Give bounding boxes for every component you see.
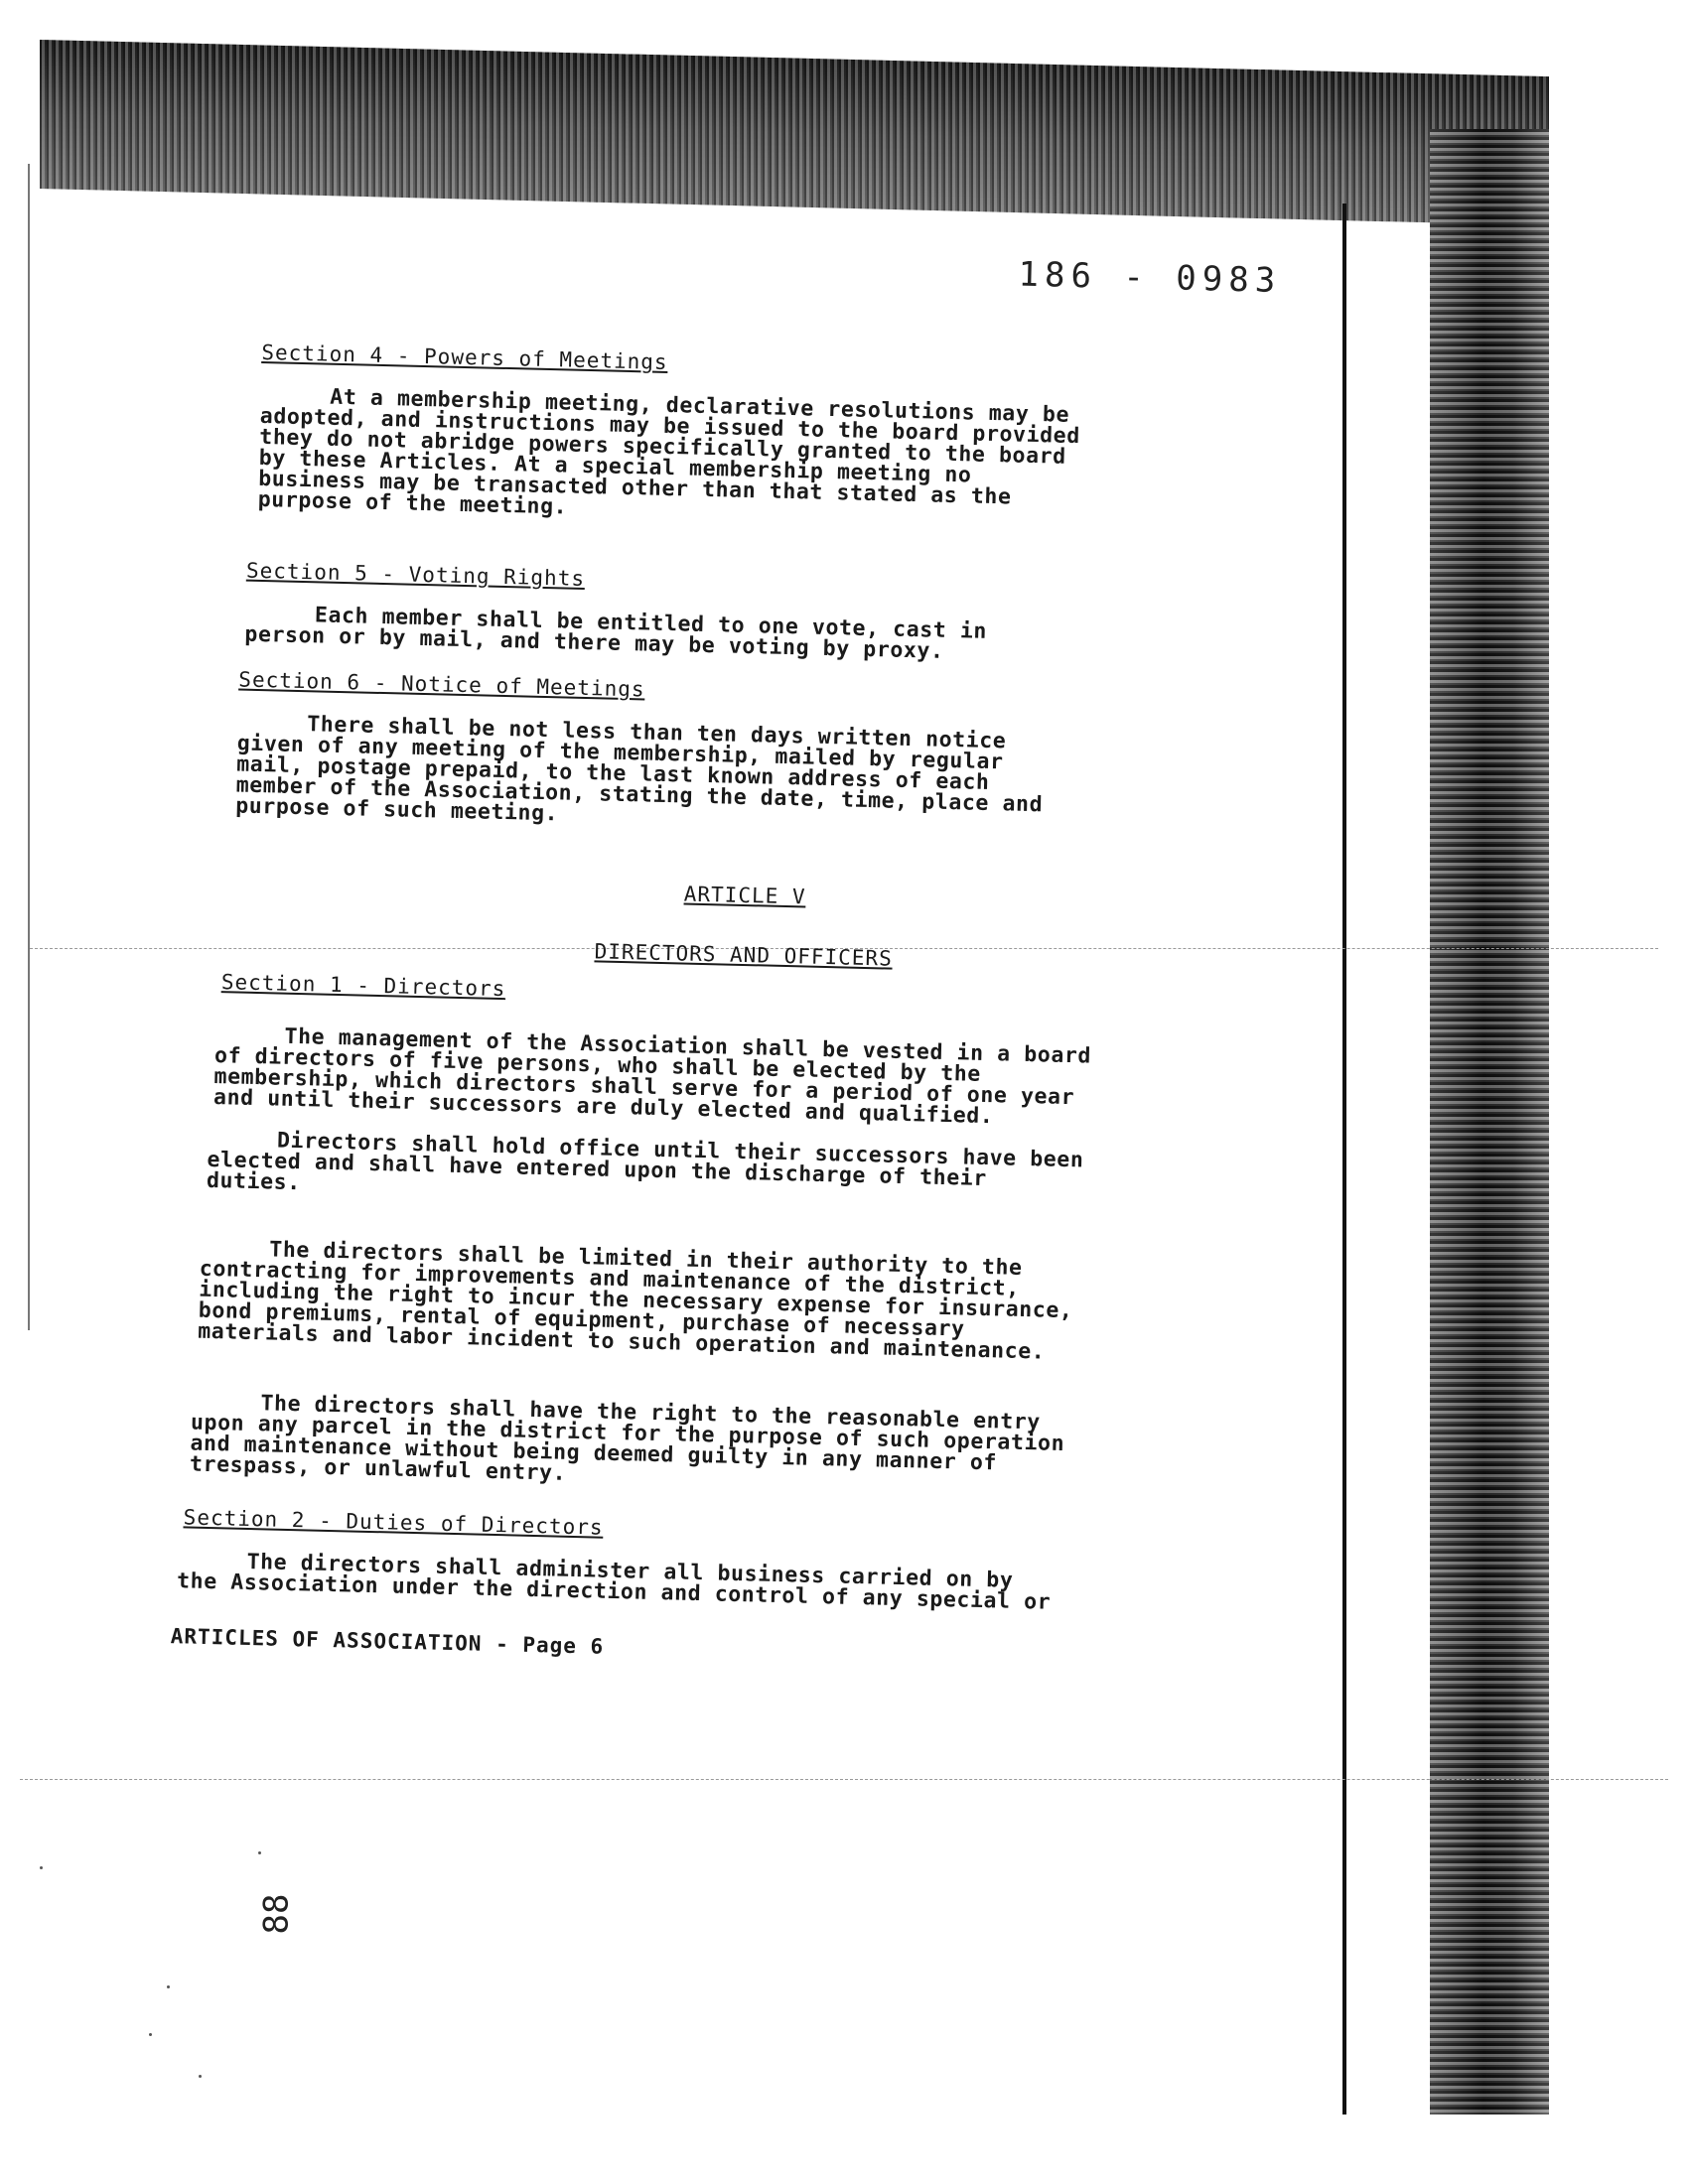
article-5-section-1-para-3: The directors shall be limited in their authority to the contracting for improvements and maintenance of the district, including the right to incur the necessary expense for insurance, bond premiums, rental of equipment, purchase of necessary materials and labor incident to such operation and maintenance. xyxy=(197,1237,1073,1365)
section-6-heading: Section 6 - Notice of Meetings xyxy=(238,667,645,702)
article-5-section-1-para-2: Directors shall hold office until their successors have been elected and shall have entered upon the discharge of their duties. xyxy=(206,1128,1084,1196)
section-4-text: At a membership meeting, declarative resolutions may be adopted, and instructions may be issued to the board provided they do not abridge powers specifically granted to the board by these Articles. At a special membership meeting no business may be transacted other than that stated as the purpose of the meeting. xyxy=(257,384,1081,520)
page-number: 186 - 0983 xyxy=(1018,254,1282,302)
article-5-section-1-heading: Section 1 - Directors xyxy=(220,970,506,1002)
speck xyxy=(40,1866,43,1869)
speck xyxy=(149,2033,152,2036)
article-5-section-2-heading: Section 2 - Duties of Directors xyxy=(183,1505,604,1540)
article-5-section-1-para-1: The management of the Association shall be vested in a board of directors of five persons, who shall be elected by the membership, which directors shall serve for a period of one year and until their successors are duly elected and qualified. xyxy=(212,1024,1092,1130)
section-6-text: There shall be not less than ten days written notice given of any meeting of the membership, mailed by regular mail, postage prepaid, to the last known address of each member of the Association, stating the date, time, place and purpose of such meeting. xyxy=(234,712,1044,827)
article-5-section-2-text: The directors shall administer all business carried on by the Association under the direction and control of any special or xyxy=(176,1549,1052,1615)
section-5-heading: Section 5 - Voting Rights xyxy=(245,558,586,591)
margin-mark: 88 xyxy=(256,1893,297,1935)
document-page xyxy=(71,133,1408,2050)
article-title: ARTICLE V xyxy=(683,882,806,909)
article-5-section-1-para-4: The directors shall have the right to the reasonable entry upon any parcel in the district for the purpose of such operation and maintenance without being deemed guilty in any manner of trespass, or unlawful entry. xyxy=(189,1391,1065,1486)
section-5-text: Each member shall be entitled to one vote, cast in person or by mail, and there may be voting by proxy. xyxy=(244,603,988,664)
page-footer: ARTICLES OF ASSOCIATION - Page 6 xyxy=(170,1624,605,1659)
left-margin-rule xyxy=(28,164,30,1330)
article-subtitle: DIRECTORS AND OFFICERS xyxy=(594,939,894,971)
speck xyxy=(199,2075,202,2078)
section-4-heading: Section 4 - Powers of Meetings xyxy=(261,340,668,374)
scan-right-edge xyxy=(1430,129,1549,2115)
